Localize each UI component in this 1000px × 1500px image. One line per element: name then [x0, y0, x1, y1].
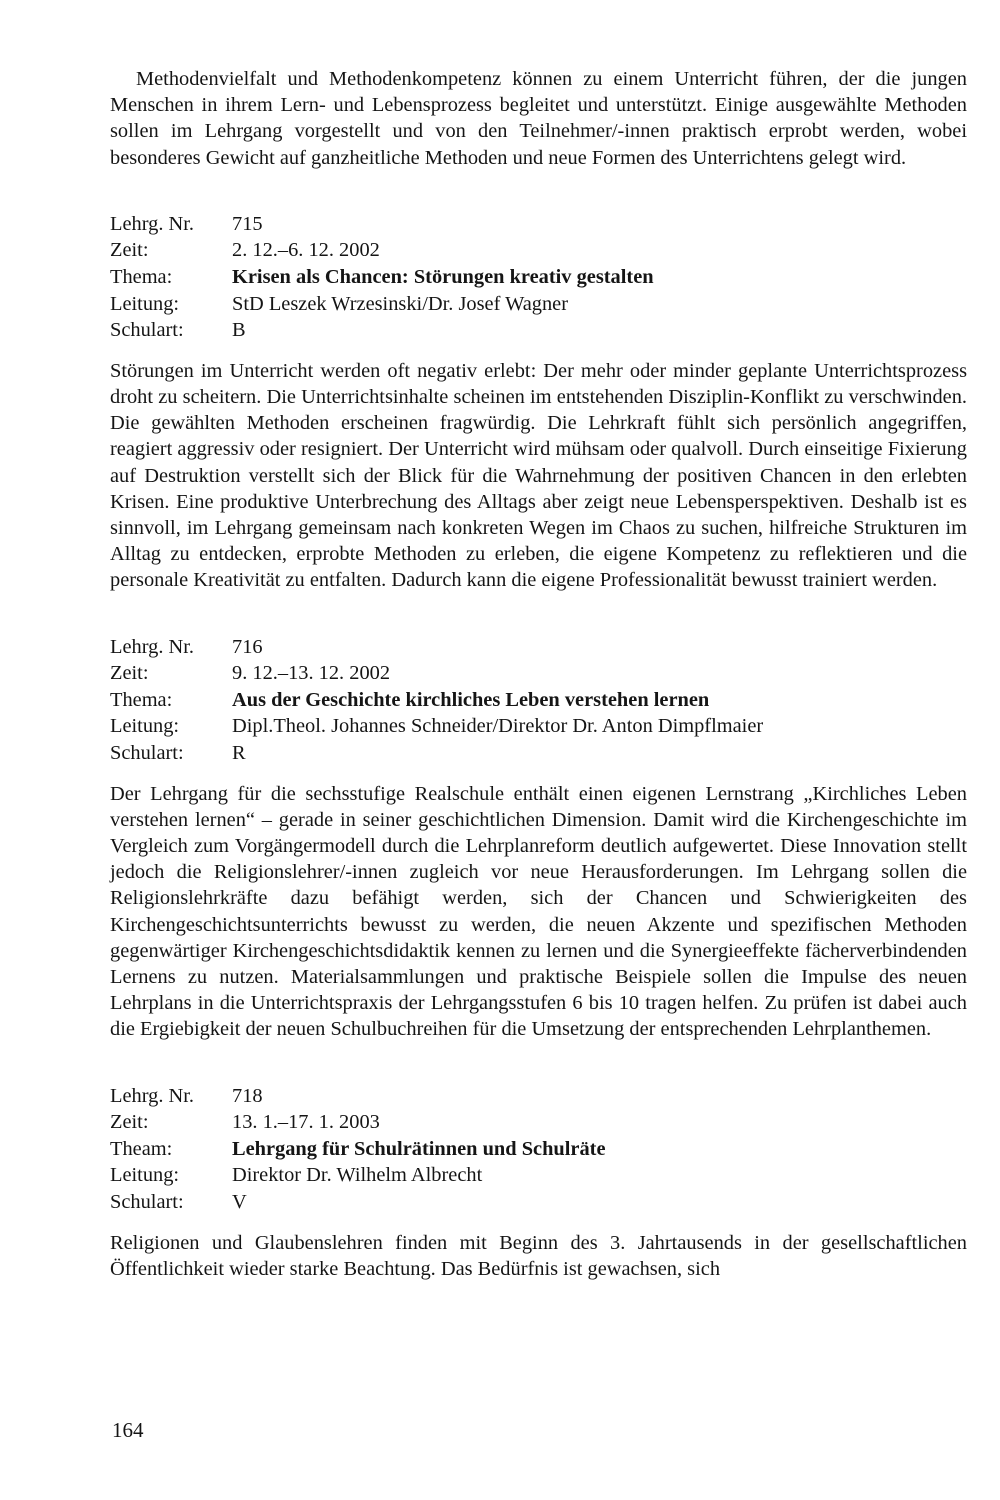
page-number: 164 [112, 1418, 144, 1442]
meta-label: Leitung: [110, 715, 180, 738]
meta-row-school-type [110, 740, 967, 767]
meta-row-topic [110, 264, 967, 291]
meta-label: Lehrg. Nr. [110, 1084, 195, 1107]
meta-value: 13. 1.–17. 1. 2003 [232, 1111, 380, 1134]
meta-row-topic [110, 687, 967, 714]
intro-paragraph: Methodenvielfalt und Methodenkompetenz können zu einem Unterricht führen, der die jungen Menschen in ihrem Lern- und Lebensprozess begleitet und unterstützt. Einige ausgewählte Methoden sollen im Lehrgang vorgestellt und von den Teilnehmer/-innen praktisch erprobt werden, wobei besonderes Gewicht auf ganzheitliche Methoden und neue Formen des Unterrichtens gelegt wird. [110, 68, 967, 169]
meta-row-course-number [110, 211, 967, 238]
meta-label: Leitung: [110, 292, 180, 315]
meta-row-time [110, 237, 967, 264]
meta-label: Schulart: [110, 741, 184, 764]
meta-label: Zeit: [110, 662, 149, 685]
course-description-715: Störungen im Unterricht werden oft negativ erlebt: Der mehr oder minder geplante Unterrichtsprozess droht zu scheitern. Die Unterrichtsinhalte scheinen im entstehenden Disziplin-Konflikt zu verschwinden. Die gewählten Methoden erscheinen fragwürdig. Die Lehrkraft fühlt sich persönlich angegriffen, reagiert aggressiv oder resigniert. Der Unterricht wird mühsam oder qualvoll. Durch einseitige Fixierung auf Destruktion verstellt sich der Blick für die Wahrnehmung der positiven Chancen in den erlebten Krisen. Eine produktive Unterbrechung des Alltags aber zeigt neue Lebensperspektiven. Deshalb ist es sinnvoll, im Lehrgang gemeinsam nach konkreten Wegen im Chaos zu suchen, hilfreiche Strukturen im Alltag zu entdecken, erprobte Methoden zu erleben, die eigene Kompetenz zu reflektieren und die personale Kreativität zu entfalten. Dadurch kann die eigene Professionalität bewusst trainiert werden. [110, 359, 967, 592]
meta-label: Thema: [110, 688, 173, 711]
meta-label: Thema: [110, 266, 173, 288]
meta-label: Schulart: [110, 319, 184, 342]
course-metadata-715 [110, 211, 967, 344]
meta-value: 2. 12.–6. 12. 2002 [232, 239, 380, 262]
meta-label: Theam: [110, 1137, 173, 1160]
meta-label: Zeit: [110, 1111, 149, 1134]
meta-value: 718 [232, 1084, 263, 1107]
meta-value: 716 [232, 635, 263, 658]
course-title: Krisen als Chancen: Störungen kreativ gestalten [232, 266, 654, 288]
document-page [110, 66, 967, 1282]
course-title: Lehrgang für Schulrätinnen und Schulräte [232, 1137, 606, 1160]
meta-row-time [110, 1109, 967, 1136]
meta-row-leader [110, 291, 967, 318]
meta-value: Dipl.Theol. Johannes Schneider/Direktor Dr. Anton Dimpflmaier [232, 715, 764, 738]
meta-value: 715 [232, 212, 263, 235]
course-description-718: Religionen und Glaubenslehren finden mit Beginn des 3. Jahrtausends in der gesellschaftlichen Öffentlichkeit wieder starke Beachtung. Das Bedürfnis ist gewachsen, sich [110, 1231, 967, 1280]
meta-row-topic [110, 1136, 967, 1163]
meta-label: Lehrg. Nr. [110, 635, 195, 658]
meta-value: Direktor Dr. Wilhelm Albrecht [232, 1164, 483, 1187]
meta-row-leader [110, 1162, 967, 1189]
course-metadata-718 [110, 1083, 967, 1216]
meta-row-course-number [110, 1083, 967, 1110]
meta-row-school-type [110, 317, 967, 344]
meta-value: StD Leszek Wrzesinski/Dr. Josef Wagner [232, 292, 568, 315]
meta-label: Leitung: [110, 1164, 180, 1187]
course-metadata-716 [110, 634, 967, 767]
meta-value: B [232, 319, 246, 342]
meta-label: Schulart: [110, 1190, 184, 1213]
meta-value: 9. 12.–13. 12. 2002 [232, 662, 391, 685]
meta-value: V [232, 1190, 247, 1213]
meta-label: Lehrg. Nr. [110, 212, 195, 235]
meta-row-leader [110, 713, 967, 740]
meta-row-school-type [110, 1189, 967, 1216]
meta-row-time [110, 660, 967, 687]
course-description-716: Der Lehrgang für die sechsstufige Realschule enthält einen eigenen Lernstrang „Kirchliches Leben verstehen lernen“ – gerade in seiner geschichtlichen Dimension. Damit wird die Kirchengeschichte im Vergleich zum Vorgängermodell durch die Lehrplanreform deutlich aufgewertet. Diese Innovation stellt jedoch die Religionslehrer/-innen zugleich vor neue Herausforderungen. Im Lehrgang sollen die Religionslehrkräfte dazu befähigt werden, sich der Chancen und Schwierigkeiten des Kirchengeschichtsunterrichts bewusst zu werden, die neuen Akzente und spezifischen Methoden gegenwärtiger Kirchengeschichtsdidaktik kennen zu lernen und die Synergieeffekte fächerverbindenden Lernens zu nutzen. Materialsammlungen und praktische Beispiele sollen die Impulse des neuen Lehrplans in die Unterrichtspraxis der Lehrgangsstufen 6 bis 10 tragen helfen. Zu prüfen ist dabei auch die Ergiebigkeit der neuen Schulbuchreihen für die Umsetzung der entsprechenden Lehrplanthemen. [110, 782, 967, 1041]
meta-label: Zeit: [110, 239, 149, 262]
course-title: Aus der Geschichte kirchliches Leben verstehen lernen [232, 688, 710, 711]
meta-value: R [232, 741, 246, 764]
meta-row-course-number [110, 634, 967, 661]
